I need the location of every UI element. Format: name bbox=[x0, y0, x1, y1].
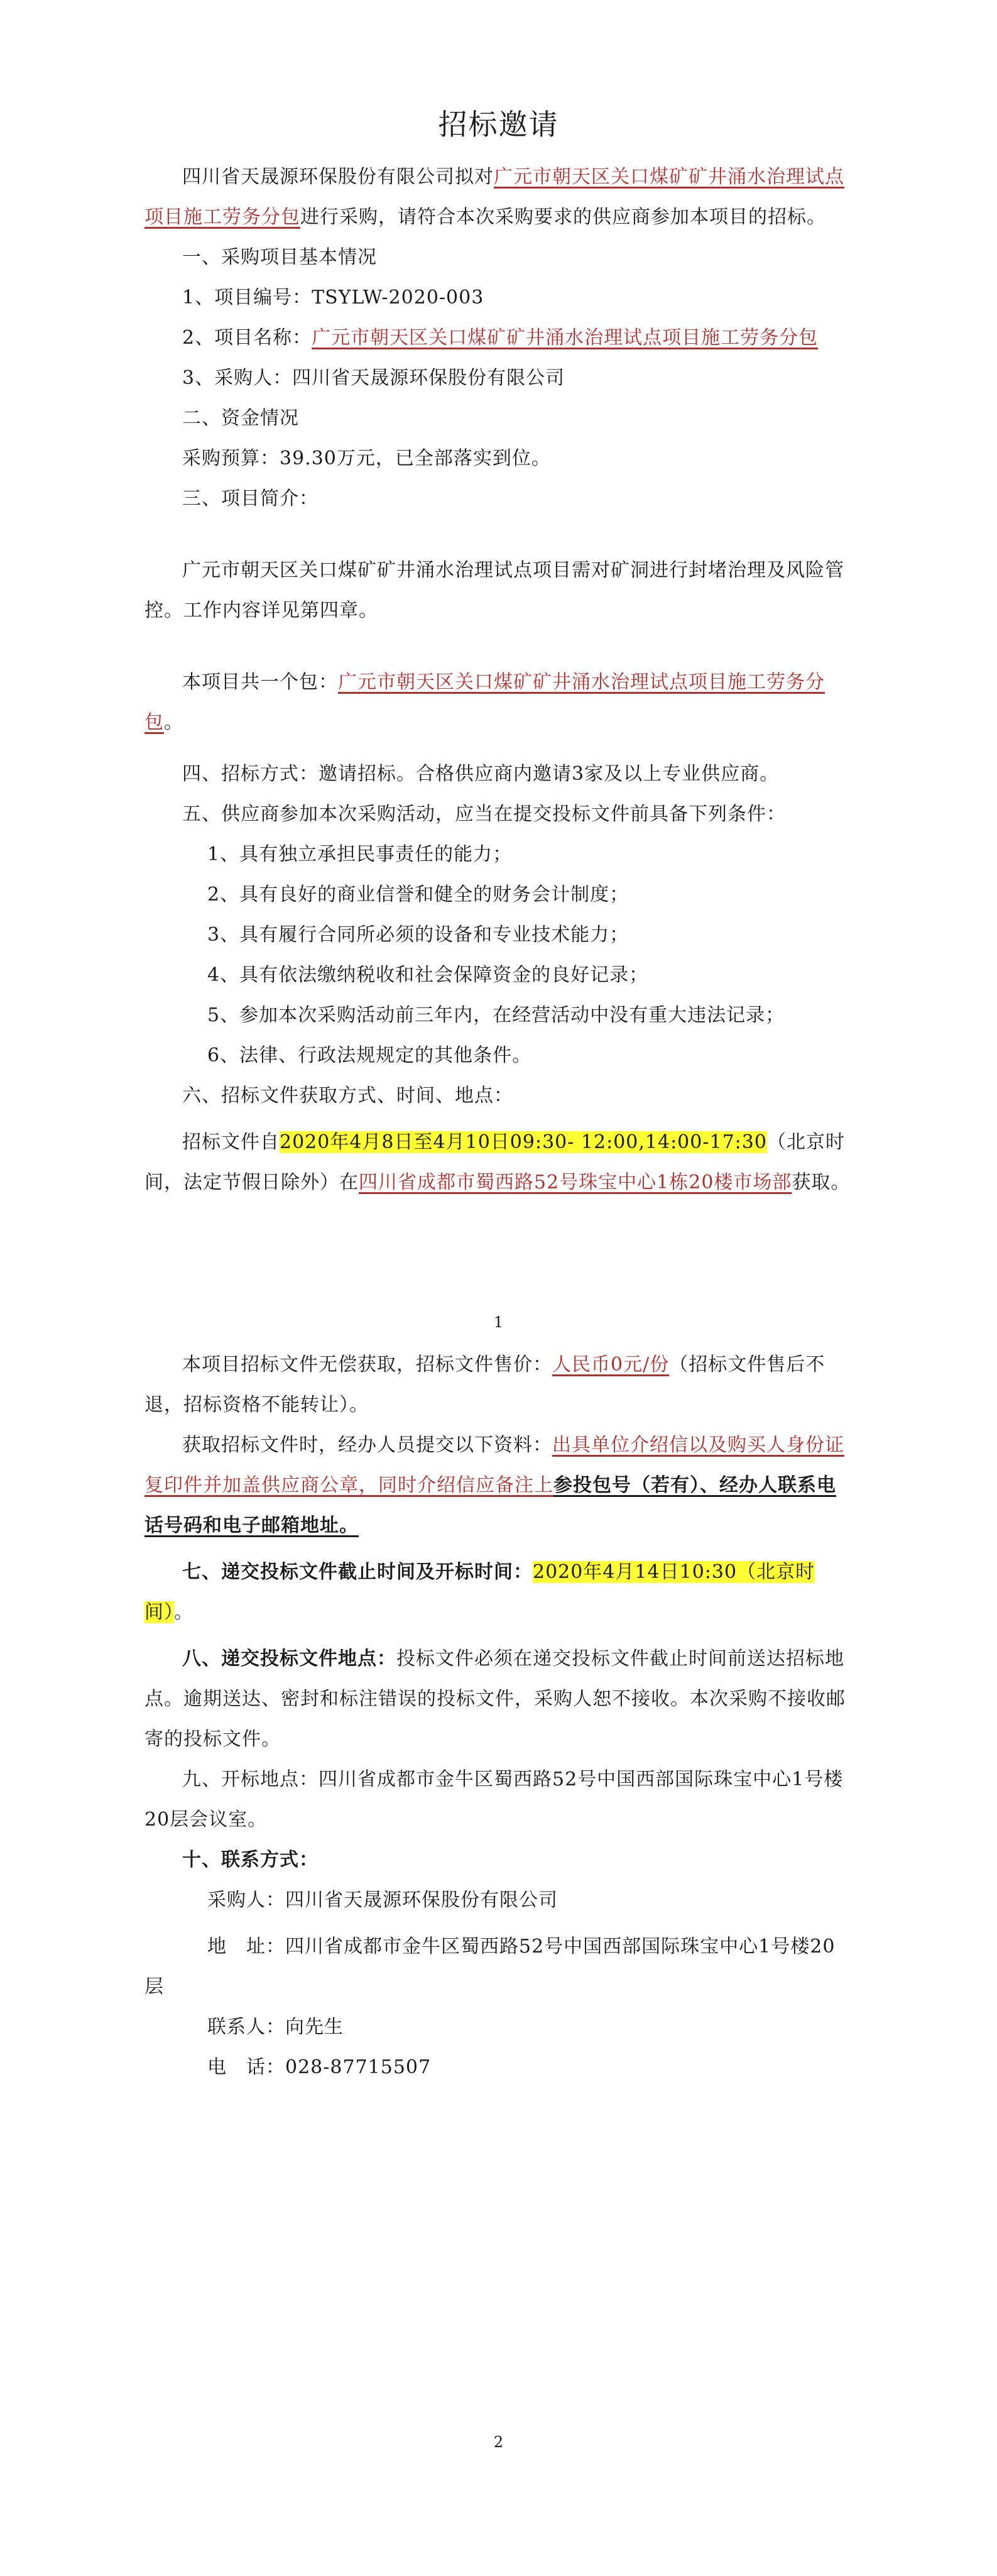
section-8-paragraph bbox=[144, 1639, 854, 1760]
project-number: 1、项目编号：TSYLW-2020-003 bbox=[182, 287, 484, 309]
section-10-heading: 十、联系方式： bbox=[182, 1849, 319, 1871]
condition-item: 6、法律、行政法规规定的其他条件。 bbox=[207, 1044, 532, 1066]
document-acquisition-paragraph bbox=[144, 1122, 854, 1203]
document-title: 招标邀请 bbox=[438, 107, 559, 141]
page-number-2: 2 bbox=[493, 2433, 504, 2451]
documents-requirement: 出具单位介绍信以及购买人身份证复印件并加盖供应商公章，同时介绍信应备注上 bbox=[144, 1434, 844, 1496]
section-6-heading: 六、招标文件获取方式、时间、地点： bbox=[182, 1085, 513, 1107]
intro-text-end: 进行采购，请符合本次采购要求的供应商参加本项目的招标。 bbox=[300, 206, 826, 228]
documents-requirement-bold: 参投包号（若有）、经办人联系电话号码和电子邮箱地址。 bbox=[144, 1474, 836, 1537]
project-name-item bbox=[144, 318, 854, 358]
condition-item: 2、具有良好的商业信誉和健全的财务会计制度； bbox=[207, 884, 629, 906]
fee-text-end: （招标文件售后不退，招标资格不能转让）。 bbox=[144, 1354, 825, 1416]
acquisition-text-end: 获取。 bbox=[792, 1171, 851, 1193]
section-9-text: 九、开标地点：四川省成都市金牛区蜀西路52号中国西部国际珠宝中心1号楼20层会议室。 bbox=[144, 1768, 844, 1831]
intro-paragraph bbox=[144, 157, 854, 238]
section-3-heading: 三、项目简介： bbox=[182, 488, 319, 510]
contact-address: 地 址：四川省成都市金牛区蜀西路52号中国西部国际珠宝中心1号楼20层 bbox=[144, 1936, 836, 1998]
package-name: 广元市朝天区关口煤矿矿井涌水治理试点项目施工劳务分包 bbox=[144, 671, 825, 733]
acquisition-place: 四川省成都市蜀西路52号珠宝中心1栋20楼市场部 bbox=[359, 1171, 792, 1193]
condition-item: 4、具有依法缴纳税收和社会保障资金的良好记录； bbox=[207, 964, 649, 986]
condition-item: 1、具有独立承担民事责任的能力； bbox=[207, 843, 513, 865]
budget-text: 采购预算：39.30万元，已全部落实到位。 bbox=[182, 447, 551, 469]
project-name-value: 广元市朝天区关口煤矿矿井涌水治理试点项目施工劳务分包 bbox=[312, 327, 819, 349]
fee-price: 人民币0元/份 bbox=[552, 1354, 670, 1376]
documents-text: 获取招标文件时，经办人员提交以下资料： bbox=[182, 1434, 552, 1456]
purchaser-item: 3、采购人：四川省天晟源环保股份有限公司 bbox=[182, 367, 565, 389]
section-2-heading: 二、资金情况 bbox=[182, 407, 299, 429]
section-7-label: 七、递交投标文件截止时间及开标时间： bbox=[182, 1561, 533, 1583]
project-summary: 广元市朝天区关口煤矿矿井涌水治理试点项目需对矿洞进行封堵治理及风险管控。工作内容详见第四章。 bbox=[144, 559, 844, 622]
package-end: 。 bbox=[164, 711, 183, 733]
section-1-heading: 一、采购项目基本情况 bbox=[182, 246, 377, 268]
condition-item: 5、参加本次采购活动前三年内，在经营活动中没有重大违法记录； bbox=[207, 1004, 785, 1026]
page-number-1: 1 bbox=[493, 1313, 504, 1331]
project-name-link: 广元市朝天区关口煤矿矿井涌水治理试点项目施工劳务分包 bbox=[144, 166, 844, 228]
acquisition-text: 招标文件自 bbox=[182, 1131, 280, 1153]
intro-text: 四川省天晟源环保股份有限公司拟对 bbox=[182, 166, 494, 188]
fee-text: 本项目招标文件无偿获取，招标文件售价： bbox=[182, 1354, 552, 1376]
content-block-1 bbox=[144, 157, 854, 1203]
deadline-time: 2020年4月14日10:30（北京时间） bbox=[144, 1561, 815, 1623]
documents-paragraph bbox=[144, 1425, 854, 1546]
section-5-text: 五、供应商参加本次采购活动，应当在提交投标文件前具备下列条件： bbox=[182, 803, 786, 825]
package-label: 本项目共一个包： bbox=[182, 671, 338, 693]
section-8-body: 投标文件必须在递交投标文件截止时间前送达招标地点。逾期送达、密封和标注错误的投标文件，采购人恕不接收。本次采购不接收邮寄的投标文件。 bbox=[144, 1648, 846, 1750]
package-paragraph bbox=[144, 662, 854, 743]
section-7-paragraph bbox=[144, 1552, 854, 1633]
section-8-label: 八、递交投标文件地点： bbox=[182, 1648, 396, 1670]
section-4-text: 四、招标方式：邀请招标。合格供应商内邀请3家及以上专业供应商。 bbox=[182, 763, 780, 785]
content-block-2 bbox=[144, 1345, 854, 2088]
acquisition-time: 2020年4月8日至4月10日09:30- 12:00,14:00-17:30 bbox=[280, 1131, 767, 1153]
project-name-label: 2、项目名称： bbox=[182, 327, 312, 349]
section-7-end: 。 bbox=[174, 1601, 193, 1623]
contact-phone: 电 话：028-87715507 bbox=[207, 2056, 432, 2078]
contact-person: 联系人：向先生 bbox=[207, 2016, 344, 2038]
condition-item: 3、具有履行合同所必须的设备和专业技术能力； bbox=[207, 924, 629, 946]
fee-paragraph bbox=[144, 1345, 854, 1425]
acquisition-text-mid: （北京时间，法定节假日除外）在 bbox=[144, 1131, 845, 1193]
contact-buyer: 采购人：四川省天晟源环保股份有限公司 bbox=[207, 1889, 558, 1911]
